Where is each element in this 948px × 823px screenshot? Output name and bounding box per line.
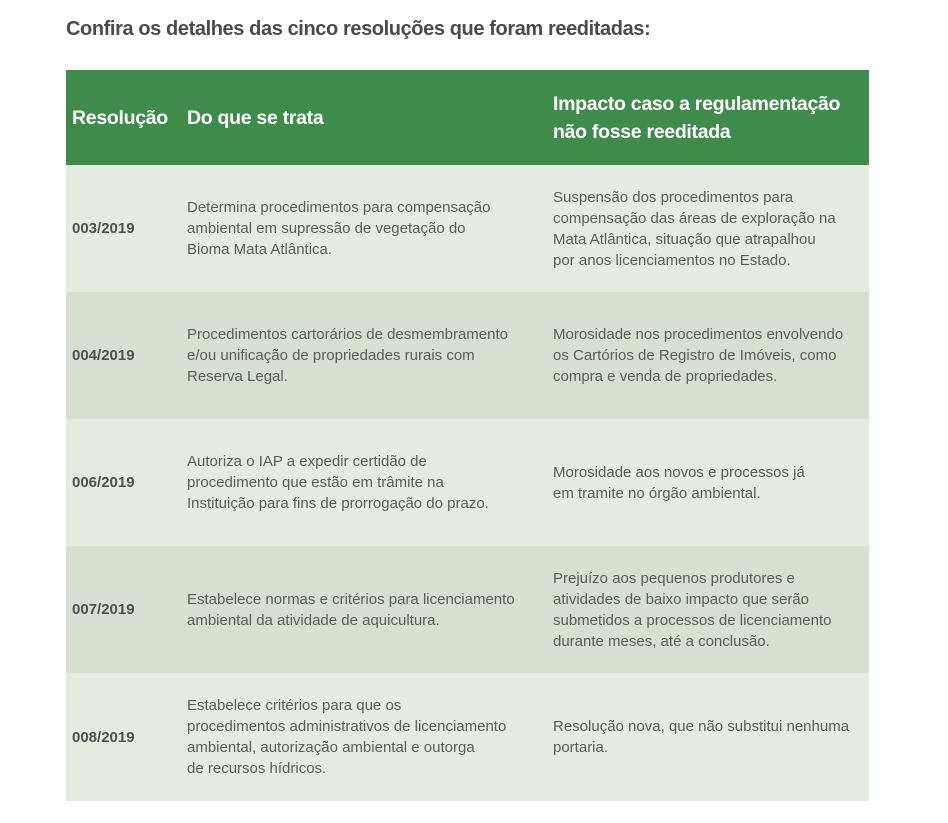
table-row <box>66 165 869 292</box>
resolution-subject: Estabelece critérios para que os procedimentos administrativos de licenciamento ambiental, autorização ambiental e outorga de recursos hídricos. <box>187 697 507 777</box>
resolution-subject: Procedimentos cartorários de desmembramento e/ou unificação de propriedades rurais com Reserva Legal. <box>187 326 508 385</box>
resolution-impact: Prejuízo aos pequenos produtores e atividades de baixo impacto que serão submetidos a processos de licenciamento durante meses, até a conclusão. <box>553 569 832 650</box>
table-row <box>66 292 869 419</box>
resolution-number: 004/2019 <box>72 347 135 364</box>
table-row <box>66 673 869 801</box>
table-row <box>66 546 869 673</box>
table-row <box>66 419 869 546</box>
resolution-impact: Resolução nova, que não substitui nenhuma portaria. <box>553 718 850 756</box>
resolution-subject: Estabelece normas e critérios para licenciamento ambiental da atividade de aquicultura. <box>187 590 515 629</box>
resolution-subject: Determina procedimentos para compensação ambiental em supressão de vegetação do Bioma Mata Atlântica. <box>187 199 491 258</box>
header-subject: Do que se trata <box>187 106 324 129</box>
resolution-impact: Suspensão dos procedimentos para compensação das áreas de exploração na Mata Atlântica, situação que atrapalhou por anos licenciamentos no Estado. <box>553 188 836 269</box>
header-impact: Impacto caso a regulamentação não fosse reeditada <box>553 92 841 143</box>
resolution-number: 007/2019 <box>72 601 135 618</box>
resolution-impact: Morosidade aos novos e processos já em tramite no órgão ambiental. <box>553 463 805 502</box>
page-heading: Confira os detalhes das cinco resoluções que foram reeditadas: <box>66 18 651 40</box>
resolution-number: 006/2019 <box>72 474 135 491</box>
resolutions-table <box>66 70 869 801</box>
resolution-subject: Autoriza o IAP a expedir certidão de procedimento que estão em trâmite na Instituição para fins de prorrogação do prazo. <box>187 453 489 512</box>
table-body <box>66 165 869 801</box>
resolution-number: 003/2019 <box>72 220 135 237</box>
resolution-impact: Morosidade nos procedimentos envolvendo os Cartórios de Registro de Imóveis, como compra e venda de propriedades. <box>553 326 844 385</box>
table-header <box>66 70 869 165</box>
header-resolution: Resolução <box>72 106 168 129</box>
resolution-number: 008/2019 <box>72 728 135 746</box>
